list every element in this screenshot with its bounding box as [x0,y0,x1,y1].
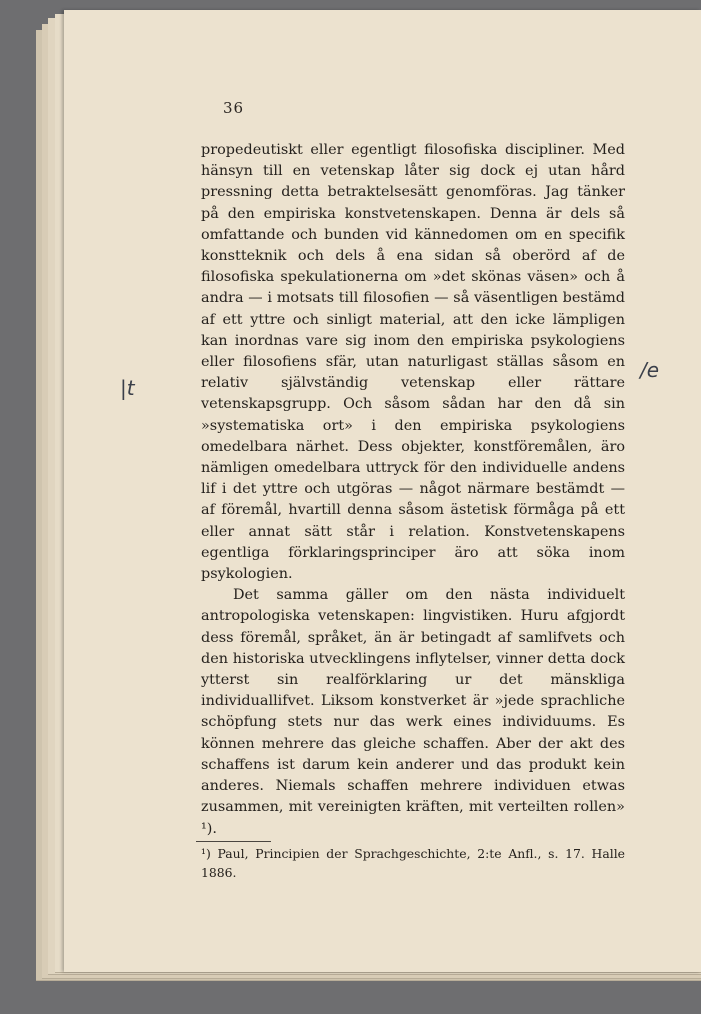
footnote: ¹) Paul, Principien der Sprachgeschichte, 2:te Anfl., s. 17. Halle 1886. [201,845,625,880]
paragraph-2: Det samma gäller om den nästa individuelt antropologiska vetenskapen: lingvistiken. Huru afgjordt dess föremål, språket, än är betingadt af samlifvets och den historiska utvecklingens inflytelser, vinner detta dock ytterst sin realförklaring ur det mänskliga individuallifvet. Liksom konstverket är »jede sprachliche schöpfung stets nur das werk eines individuums. Es können mehrere das gleiche schaffen. Aber der akt des schaffens ist darum kein anderer und das produkt kein anderes. Niemals schaffen mehrere individuen etwas zusammen, mit vereinigten kräften, mit verteilten rollen» ¹). [201,587,625,837]
margin-note-right: /e [640,358,660,382]
margin-note-left: |t [120,376,135,400]
body-text [201,140,625,882]
page-number: 36 [223,99,245,117]
footnote-rule [196,841,271,842]
paragraph-1: propedeutiskt eller egentligt filosofiska discipliner. Med hänsyn till en vetenskap låter sig dock ej utan hård pressning detta betraktelsesätt genomföras. Jag tänker på den empiriska konstvetenskapen. Denna är dels så omfattande och bunden vid kännedomen om en specifik konstteknik och dels å ena sidan så oberörd af de filosofiska spekulationerna om »det skönas väsen» och å andra — i motsats till filosofien — så väsentligen bestämd af ett yttre och sinligt material, att den icke lämpligen kan inordnas vare sig inom den empiriska psykologiens eller filosofiens sfär, utan naturligast ställas såsom en relativ självständig vetenskap eller rättare vetenskapsgrupp. Och såsom sådan har den då sin »systematiska ort» i den empiriska psykologiens omedelbara närhet. Dess objekter, konstföremålen, äro nämligen omedelbara uttryck för den individuelle andens lif i det yttre och utgöras — något närmare bestämdt — af föremål, hvartill denna såsom ästetisk förmåga på ett eller annat sätt står i relation. Konstvetenskapens egentliga förklaringsprinciper äro att söka inom psykologien. [201,142,625,583]
